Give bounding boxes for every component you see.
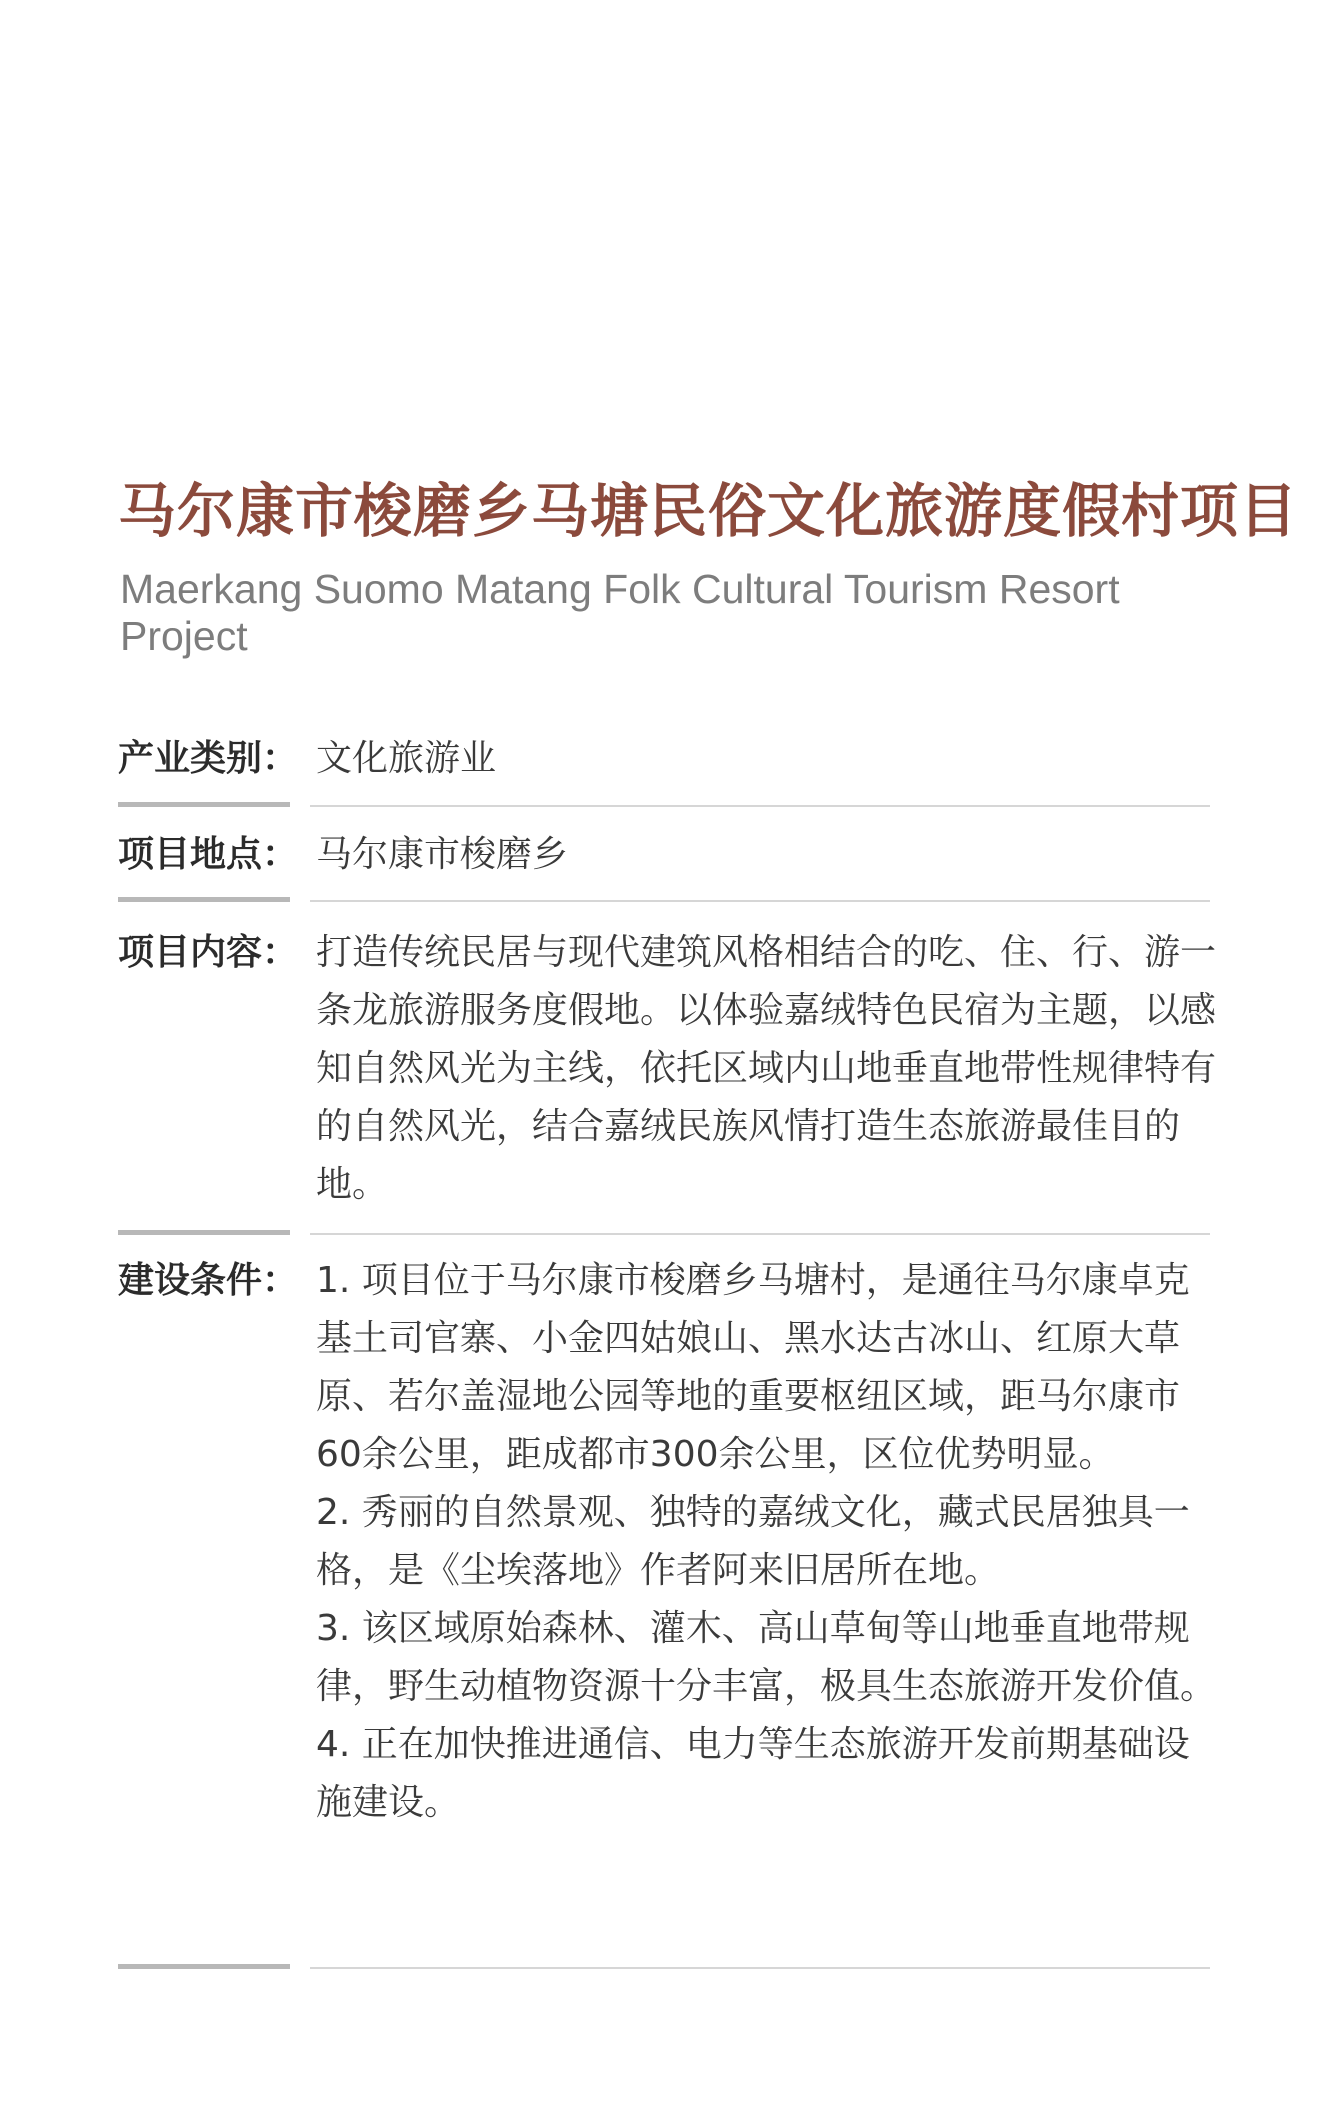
condition-item-3: 3. 该区域原始森林、灌木、高山草甸等山地垂直地带规律，野生动植物资源十分丰富，极具生态旅游开发价值。 (316, 1608, 1217, 1707)
location-value: 马尔康市梭磨乡 (316, 834, 569, 875)
location-divider-thin (310, 900, 1210, 902)
content-divider-thin (310, 1233, 1210, 1235)
conditions-list (316, 1252, 1216, 1832)
condition-item-1: 1. 项目位于马尔康市梭磨乡马塘村，是通往马尔康卓克基土司官寨、小金四姑娘山、黑水达古冰山、红原大草原、若尔盖湿地公园等地的重要枢纽区域，距马尔康市60余公里，距成都市300余公里，区位优势明显。 (316, 1260, 1190, 1475)
industry-label: 产业类别： (118, 738, 299, 779)
conditions-divider-thin (310, 1967, 1210, 1969)
industry-divider-thin (310, 805, 1210, 807)
content-label: 项目内容： (118, 932, 299, 973)
industry-divider-thick (118, 802, 290, 807)
conditions-label: 建设条件： (118, 1260, 299, 1301)
conditions-divider-thick (118, 1964, 290, 1969)
location-label: 项目地点： (118, 834, 299, 875)
industry-value: 文化旅游业 (316, 738, 497, 779)
content-divider-thick (118, 1230, 290, 1235)
location-divider-thick (118, 897, 290, 902)
content-value: 打造传统民居与现代建筑风格相结合的吃、住、行、游一条龙旅游服务度假地。以体验嘉绒特色民宿为主题，以感知自然风光为主线，依托区域内山地垂直地带性规律特有的自然风光，结合嘉绒民族风情打造生态旅游最佳目的地。 (316, 932, 1217, 1205)
page-subtitle-english: Maerkang Suomo Matang Folk Cultural Tourism Resort Project (120, 566, 1120, 659)
condition-item-2: 2. 秀丽的自然景观、独特的嘉绒文化，藏式民居独具一格，是《尘埃落地》作者阿来旧居所在地。 (316, 1492, 1190, 1591)
condition-item-4: 4. 正在加快推进通信、电力等生态旅游开发前期基础设施建设。 (316, 1724, 1190, 1823)
page-title: 马尔康市梭磨乡马塘民俗文化旅游度假村项目 (118, 477, 1299, 545)
